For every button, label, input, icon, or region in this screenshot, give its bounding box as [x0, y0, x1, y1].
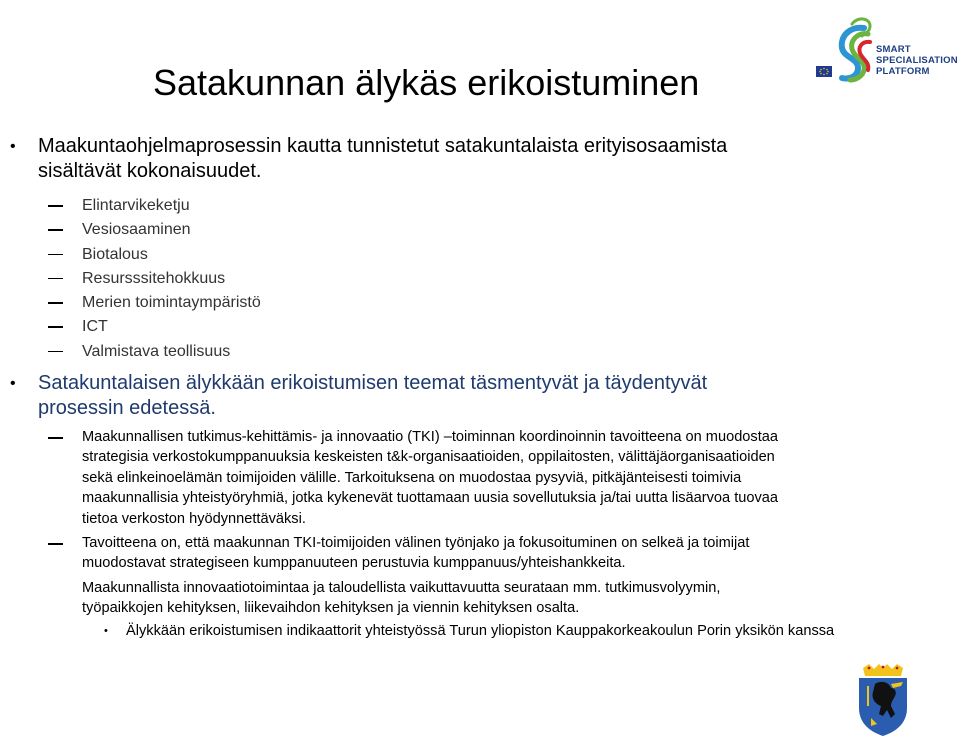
- bullet-2-line-1: Satakuntalaisen älykkään erikoistumisen teemat täsmentyvät ja täydentyvät: [38, 372, 708, 394]
- dash-icon: [48, 326, 63, 328]
- paragraph-goals: Tavoitteena on, että maakunnan TKI-toimijoiden välinen työnjako ja fokusoituminen on selkeä ja toimijat muodostavat strategiseen kumppanuuteen perustuvia kumppanuus/yhteishankkeita. Maakunnallista innovaatiotoimintaa ja taloudellista vaikuttavuutta seurataan mm. tutkimusvolyymin, työpaikkojen kehityksen, liikevaihdon kehityksen ja viennin kehityksen osalta.: [82, 535, 750, 617]
- logo-line-specialisation: SPECIALISATION: [876, 55, 958, 66]
- dash-icon: [48, 278, 63, 280]
- satakunta-coat-of-arms-icon: [857, 664, 909, 736]
- dash-icon: [48, 229, 63, 231]
- dash-icon: [48, 254, 63, 256]
- bullet-marker: •: [10, 138, 16, 155]
- dash-icon: [48, 543, 63, 545]
- bullet-1-line-2: sisältävät kokonaisuudet.: [38, 160, 262, 182]
- bullet-marker: •: [104, 625, 108, 637]
- bullet-marker: •: [10, 375, 16, 392]
- slide-title: Satakunnan älykäs erikoistuminen: [153, 62, 700, 103]
- dash-icon: [48, 302, 63, 304]
- dash-icon: [48, 437, 63, 439]
- logo-line-smart: SMART: [876, 44, 911, 55]
- dash-icon: [48, 205, 63, 207]
- bullet-2-line-2: prosessin edetessä.: [38, 397, 216, 419]
- dash-icon: [48, 351, 63, 353]
- logo-line-platform: PLATFORM: [876, 66, 930, 77]
- bullet-1-line-1: Maakuntaohjelmaprosessin kautta tunnistetut satakuntalaista erityisosaamista: [38, 135, 728, 157]
- paragraph-tki-coordination: Maakunnallisen tutkimus-kehittämis- ja innovaatio (TKI) –toiminnan koordinoinnin tavoitteena on muodostaa strategisia verkostokumppanuuksia keskeisten t&k-organisaatioiden, oppilaitosten, välittäjäorganisaatioiden sekä elinkeinoelämän toimijoiden välille. Tarkoituksena on muodostaa pysyviä, pitkäjänteisesti toimivia maakunnallisia yhteistyöryhmiä, jotka kykenevät tuottamaan uusia sovellutuksia ja/tai uutta lisäarvoa tuovaa tietoa verkoston hyödynnettäväksi.: [82, 429, 779, 527]
